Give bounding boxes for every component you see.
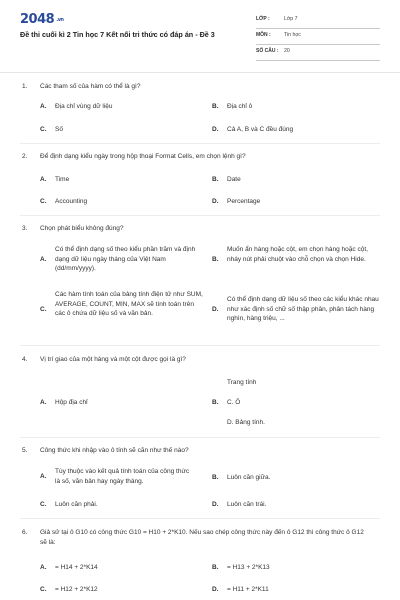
option-letter: B. (212, 256, 219, 263)
option-text: Trang tính (227, 379, 257, 386)
option-text: Địa chỉ ô (227, 103, 253, 110)
option-text: Có thể định dạng số theo kiểu phần trăm và định dạng dữ liệu ngày tháng của Việt Nam (dd/mm/yyyy). (55, 246, 196, 272)
option-text: = H13 + 2*K13 (227, 564, 270, 571)
option-text: Luôn căn trái. (227, 501, 267, 508)
option-text: = H14 + 2*K14 (55, 564, 98, 571)
question-text: Giả sử tại ô G10 có công thức G10 = H10 + 2*K10. Nếu sao chép công thức này đến ô G12 thì công thức ô G12 sẽ là: (40, 529, 364, 546)
question-divider (20, 437, 380, 438)
meta-count-row (256, 46, 380, 61)
option-letter: B. (212, 474, 219, 481)
option-text: Percentage (227, 198, 261, 205)
option-letter: C. (40, 586, 47, 593)
option-letter: C. (40, 126, 47, 133)
meta-count-value: 20 (284, 48, 290, 54)
logo-tld: .vn (56, 16, 64, 23)
option-letter: D. (212, 586, 219, 593)
option-text: Tùy thuộc vào kết quả tính toán của công thức là số, văn bản hay ngày tháng. (55, 468, 190, 485)
option-text: Time (55, 176, 70, 183)
option-letter: C. (40, 306, 47, 313)
option-letter: D. (212, 501, 219, 508)
question-text: Vị trí giao của một hàng và một cột được gọi là gì? (40, 356, 186, 363)
meta-count-key: SỐ CÂU : (256, 48, 279, 54)
option-letter: C. (40, 198, 47, 205)
question-text: Để định dạng kiểu ngày trong hộp thoại Format Cells, em chọn lệnh gì? (40, 153, 246, 160)
meta-class-value: Lớp 7 (284, 16, 298, 22)
option-letter: A. (40, 399, 47, 406)
option-letter: B. (212, 103, 219, 110)
option-letter: B. (212, 564, 219, 571)
option-text: Số (55, 126, 63, 133)
question-divider (20, 345, 380, 346)
option-text: Các hàm tính toán của bảng tính điện tử như SUM, AVERAGE, COUNT, MIN, MAX sẽ tính toán trên các ô chứa dữ liệu số và văn bản. (55, 291, 203, 317)
meta-subject-row (256, 30, 380, 45)
option-letter: A. (40, 103, 47, 110)
question-number: 5. (22, 447, 28, 454)
option-text: Luôn căn phải. (55, 501, 98, 508)
meta-subject-key: MÔN : (256, 32, 271, 38)
option-letter: A. (40, 176, 47, 183)
option-letter: A. (40, 256, 47, 263)
meta-class-key: LỚP : (256, 16, 270, 22)
question-3-stem (22, 224, 382, 234)
question-divider (20, 518, 380, 519)
question-number: 6. (22, 529, 28, 536)
question-2-stem (22, 152, 382, 162)
question-divider (20, 215, 380, 216)
question-4-stem (22, 355, 382, 365)
q4-option-extra-above[interactable] (227, 378, 256, 388)
option-letter: D. (212, 126, 219, 133)
question-divider (20, 143, 380, 144)
option-letter: C. (40, 501, 47, 508)
question-1-stem (22, 82, 382, 92)
option-text: Muốn ẩn hàng hoặc cột, em chọn hàng hoặc cột, nháy nút phải chuột vào chỗ chọn và chọn Hide. (227, 246, 368, 263)
option-text: Date (227, 176, 241, 183)
option-letter: D. (212, 198, 219, 205)
question-5-stem (22, 446, 382, 456)
question-text: Các tham số của hàm có thể là gì? (40, 83, 141, 90)
meta-subject-value: Tin học (284, 32, 301, 38)
question-number: 2. (22, 153, 28, 160)
question-number: 1. (22, 83, 28, 90)
option-letter: B. (212, 176, 219, 183)
meta-class-row (256, 14, 380, 29)
header-divider (0, 72, 400, 73)
option-text: Luôn căn giữa. (227, 474, 271, 481)
page-header (0, 0, 400, 70)
option-letter: B. (212, 399, 219, 406)
option-text: = H11 + 2*K11 (227, 586, 269, 593)
option-text: = H12 + 2*K12 (55, 586, 98, 593)
question-text: Công thức khi nhập vào ô tính sẽ căn như thế nào? (40, 447, 189, 454)
option-letter: A. (40, 564, 47, 571)
option-letter: D. (212, 306, 219, 313)
option-text: Hộp địa chỉ (55, 399, 88, 406)
site-logo[interactable] (20, 12, 63, 27)
question-number: 3. (22, 225, 28, 232)
question-6-stem (22, 528, 367, 547)
q4-option-extra-below[interactable] (227, 418, 265, 428)
option-letter: A. (40, 473, 47, 480)
question-text: Chọn phát biểu không đúng? (40, 225, 124, 232)
option-text: Có thể định dạng dữ liệu số theo các kiểu khác nhau như xác định số chữ số thập phân, phân tách hàng nghìn, hàng triệu, ... (227, 296, 379, 322)
logo-text: 2048 (20, 12, 55, 27)
question-number: 4. (22, 356, 28, 363)
option-text: Địa chỉ vùng dữ liệu (55, 103, 113, 110)
option-text: Cả A, B và C đều đúng (227, 126, 294, 133)
option-text: Accounting (55, 198, 88, 205)
option-text: C. Ô (227, 399, 241, 406)
page-title: Đề thi cuối kì 2 Tin học 7 Kết nối tri thức có đáp án - Đề 3 (20, 30, 215, 39)
option-text: D. Bảng tính. (227, 419, 265, 426)
